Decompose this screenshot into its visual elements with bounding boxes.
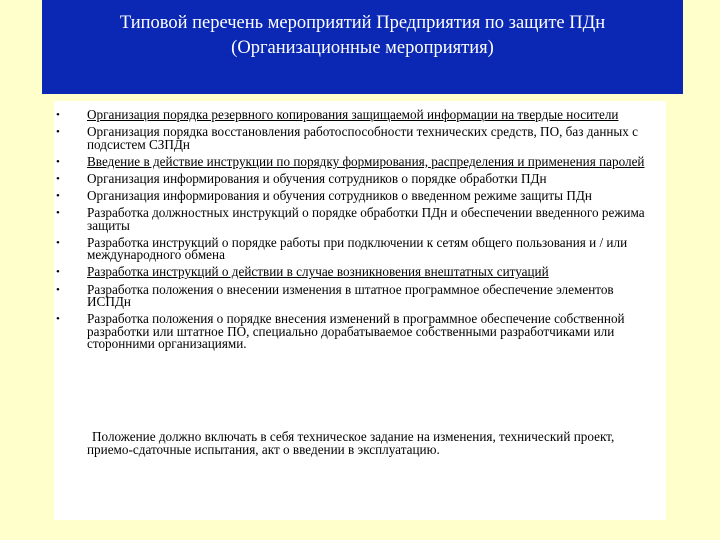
list-item-text: Разработка положения о порядке внесения изменений в программное обеспечение собственной разработки или штатное ПО, специально дорабатываемое собственными разработчиками или сторонними организациями. (87, 311, 625, 352)
list-item-text: Организация порядка восстановления работоспособности технических средств, ПО, баз данных с подсистем СЗПДн (87, 124, 639, 152)
bullet-icon: • (56, 266, 60, 279)
list-item-text: Разработка инструкций о порядке работы при подключении к сетям общего пользования и / или международного обмена (87, 234, 628, 263)
list-item (54, 170, 666, 186)
list-item (54, 126, 666, 151)
bullet-icon: • (56, 126, 60, 139)
note-text: Положение должно включать в себя техническое задание на изменения, технический проект, приемо-сдаточные испытания, акт о введении в эксплуатацию. (87, 429, 615, 457)
list-item (54, 153, 666, 169)
list-item (54, 187, 666, 203)
bullet-icon: • (56, 172, 60, 185)
slide-title-line-2: (Организационные мероприятия) (231, 38, 494, 58)
bullet-icon: • (56, 207, 60, 220)
bullet-icon: • (56, 109, 60, 121)
list-item (54, 109, 666, 122)
bullet-icon: • (56, 236, 60, 249)
bullet-icon: • (56, 313, 60, 326)
list-item-text: Разработка инструкций о действии в случае возникновения внештатных ситуаций (87, 264, 549, 280)
list-item-text: Организация порядка резервного копирования защищаемой информации на твердые носители (87, 107, 619, 122)
list-item-text: Разработка положения о внесении изменения в штатное программное обеспечение элементов ИСПДн (87, 281, 614, 310)
bullet-icon: • (56, 155, 60, 168)
measures-list (54, 109, 666, 356)
content-panel (54, 101, 666, 520)
list-item (54, 281, 666, 310)
list-item-text: Организация информирования и обучения сотрудников о порядке обработки ПДн (87, 170, 547, 186)
list-item-text: Организация информирования и обучения сотрудников о введенном режиме защиты ПДн (87, 187, 592, 203)
list-item-text: Разработка должностных инструкций о порядке обработки ПДн и обеспечении введенного режима защиты (87, 205, 645, 233)
bullet-icon: • (56, 189, 60, 202)
list-item-text: Введение в действие инструкции по порядку формирования, распределения и применения паролей (87, 153, 645, 169)
note-paragraph (87, 431, 662, 456)
slide-title-line-1: Типовой перечень мероприятий Предприятия по защите ПДн (119, 13, 606, 33)
list-item (54, 234, 666, 263)
list-item (54, 313, 666, 351)
bullet-icon: • (56, 283, 60, 296)
list-item (54, 207, 666, 232)
list-item (54, 266, 666, 279)
slide-title-bar (42, 0, 683, 94)
